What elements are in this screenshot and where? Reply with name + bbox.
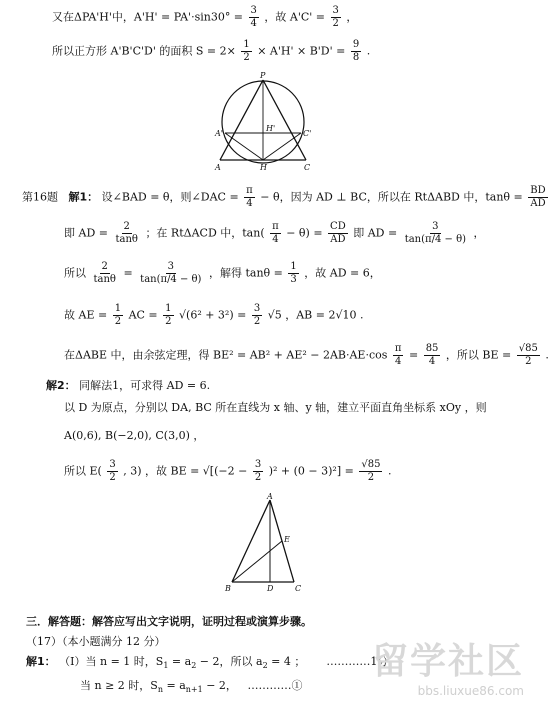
numerator: π <box>246 185 253 196</box>
numerator: 3 <box>250 5 257 16</box>
denominator: 8 <box>352 52 360 63</box>
segment-PC <box>263 80 306 160</box>
text: − θ，因为 AD ⊥ BC，所以在 RtΔABD 中，tanθ = <box>260 190 523 204</box>
fraction <box>393 344 404 367</box>
text: 所以 <box>64 266 86 280</box>
numerator: π <box>394 343 402 354</box>
numerator: 85 <box>425 343 439 354</box>
fraction <box>107 460 117 483</box>
fraction <box>270 222 281 245</box>
text: 即 AD = <box>64 226 108 240</box>
score-marker: …………1分 <box>326 655 389 668</box>
text: ；在 RtΔACD 中，tan( <box>145 226 265 240</box>
q16-line-4 <box>64 304 363 327</box>
denominator: AD <box>530 198 546 209</box>
subscript: 2 <box>262 661 268 671</box>
subscript: n <box>157 685 163 695</box>
text: − 2， <box>206 679 237 692</box>
text: = 4 ； <box>271 655 306 668</box>
numerator: √85 <box>518 343 538 354</box>
denominator: 4 <box>394 356 402 367</box>
text: ， <box>473 226 485 240</box>
text: ，故 A'C' = <box>264 10 326 24</box>
denominator: tanθ <box>115 234 138 245</box>
section-3-heading: 三．解答题：解答应写出文字说明，证明过程或演算步骤。 <box>26 615 312 628</box>
numerator: 3 <box>432 221 439 232</box>
numerator: 3 <box>254 459 262 470</box>
text: . <box>366 44 371 58</box>
q16-line-8 <box>64 430 204 441</box>
label-C1: C' <box>303 129 312 138</box>
numerator: 2 <box>101 261 108 272</box>
text: = <box>123 266 133 280</box>
text: − θ) = <box>286 226 323 240</box>
q16-line-1 <box>22 186 550 209</box>
text: 以 D 为原点，分别以 DA, BC 所在直线为 x 轴、y 轴，建立平面直角坐标系 xOy ，则 <box>64 401 487 414</box>
denominator: 4 <box>428 356 436 367</box>
q16-line-3 <box>64 262 381 285</box>
text: （Ⅰ）当 n = 1 时，S <box>59 655 164 668</box>
segment-AB <box>232 500 270 582</box>
text: A(0,6), B(−2,0), C(3,0) ， <box>64 429 205 442</box>
line-1 <box>52 6 357 29</box>
label-A: A <box>267 492 273 501</box>
denominator: 2 <box>254 472 262 483</box>
fraction <box>517 344 540 367</box>
fraction <box>138 262 203 285</box>
question-tag: 第16题 <box>22 190 58 204</box>
q17-line-2 <box>80 680 302 694</box>
text: × A'H' × B'D' = <box>257 44 346 58</box>
text: = <box>408 348 419 362</box>
denominator: tan(π/4 − θ) <box>140 274 202 285</box>
numerator: √85 <box>361 459 381 470</box>
segment-PA <box>220 80 263 160</box>
text: √(6² + 3²) = <box>179 308 247 322</box>
fraction <box>92 262 118 285</box>
fraction <box>113 304 123 327</box>
numerator: 1 <box>165 303 172 314</box>
numerator: 1 <box>243 39 250 50</box>
denominator: 4 <box>250 18 257 29</box>
q16-line-9 <box>64 460 391 483</box>
label-C: C <box>304 163 311 172</box>
solution-label: 解1： <box>26 655 56 668</box>
label-P: P <box>260 71 266 80</box>
numerator: 2 <box>123 221 130 232</box>
subscript: 1 <box>163 661 169 671</box>
text: ， <box>346 10 358 24</box>
label-C: C <box>295 584 302 593</box>
text: 同解法1，可求得 AD = 6. <box>79 379 211 392</box>
fraction <box>288 262 298 285</box>
fraction <box>163 304 173 327</box>
text: ，所以 BE = <box>445 348 512 362</box>
denominator: 2 <box>253 316 261 327</box>
label-H1: H' <box>266 124 276 133</box>
text: − 2，所以 a <box>199 655 263 668</box>
numerator: 3 <box>332 5 339 16</box>
label-H: H <box>260 163 267 172</box>
denominator: 2 <box>109 472 116 483</box>
text: 所以 E( <box>64 464 102 478</box>
text: 当 n ≥ 2 时，S <box>80 679 158 692</box>
label-B: B <box>225 584 231 593</box>
denominator: tan(π/4 − θ) <box>404 234 466 245</box>
fraction <box>328 222 348 245</box>
denominator: 4 <box>272 234 279 245</box>
q16-line-6 <box>46 380 210 391</box>
fraction <box>252 304 262 327</box>
q17-line-1 <box>26 656 388 670</box>
text: 故 AE = <box>64 308 108 322</box>
text: 又在ΔPA'H'中，A'H' = PA'·sin30° = <box>52 10 244 24</box>
denominator: 2 <box>525 356 532 367</box>
fraction <box>113 222 139 245</box>
fraction <box>424 344 441 367</box>
text: )² + (0 − 3)²] = <box>268 464 354 478</box>
figure-triangle <box>222 494 308 594</box>
denominator: 4 <box>246 198 253 209</box>
fraction <box>528 186 547 209</box>
numerator: 9 <box>352 39 360 50</box>
denominator: AD <box>330 234 346 245</box>
label-E: E <box>284 535 290 544</box>
numerator: 1 <box>290 261 297 272</box>
line-2 <box>52 40 370 63</box>
text: = a <box>171 655 192 668</box>
denominator: 2 <box>114 316 122 327</box>
question-17-heading: （17）（本小题满分 12 分） <box>26 635 166 648</box>
subscript: 2 <box>191 661 197 671</box>
text: √5 ，AB = 2√10 . <box>267 308 364 322</box>
solution-label: 解2： <box>46 379 76 392</box>
numerator: 3 <box>167 261 174 272</box>
denominator: 2 <box>165 316 172 327</box>
equation-marker: …………① <box>247 679 303 692</box>
text: 在ΔABE 中，由余弦定理，得 BE² = AB² + AE² − 2AB·AE·cos <box>64 348 388 362</box>
text: . <box>387 464 392 478</box>
label-A: A <box>215 163 221 172</box>
fraction <box>244 186 255 209</box>
watermark-logo: 留学社区 <box>371 641 524 682</box>
denominator: 2 <box>332 18 339 29</box>
text: 所以正方形 A'B'C'D' 的面积 S = 2× <box>52 44 236 58</box>
fraction <box>359 460 382 483</box>
text: , 3) ，故 BE = √[(−2 − <box>123 464 248 478</box>
watermark <box>372 633 524 698</box>
numerator: 1 <box>114 303 122 314</box>
q16-line-7 <box>64 402 487 413</box>
label-D: D <box>267 584 274 593</box>
subscript: n+1 <box>185 685 203 695</box>
segment-BE <box>232 541 282 582</box>
figure-circle-triangle <box>208 72 318 172</box>
numerator: CD <box>330 221 346 232</box>
text: = a <box>166 679 186 692</box>
fraction <box>403 222 468 245</box>
text: ，故 AD = 6， <box>304 266 381 280</box>
label-A1: A' <box>215 129 223 138</box>
text: 即 AD = <box>353 226 398 240</box>
q16-line-2 <box>64 222 485 245</box>
watermark-url: bbs.liuxue86.com <box>417 684 524 698</box>
denominator: 3 <box>290 274 297 285</box>
numerator: 3 <box>253 303 261 314</box>
denominator: 2 <box>367 472 375 483</box>
solution-label: 解1： <box>68 190 99 204</box>
numerator: π <box>272 221 279 232</box>
fraction <box>253 460 263 483</box>
fraction <box>351 40 361 63</box>
text: ，解得 tanθ = <box>208 266 283 280</box>
fraction <box>241 40 251 63</box>
fraction <box>249 6 259 29</box>
numerator: BD <box>530 185 546 196</box>
numerator: 3 <box>109 459 116 470</box>
q16-line-5 <box>64 344 549 367</box>
text: 设∠BAD = θ，则∠DAC = <box>101 190 239 204</box>
text: AC = <box>128 308 158 322</box>
denominator: 2 <box>243 52 250 63</box>
denominator: tanθ <box>93 274 116 285</box>
text: . <box>545 348 549 362</box>
fraction <box>331 6 341 29</box>
